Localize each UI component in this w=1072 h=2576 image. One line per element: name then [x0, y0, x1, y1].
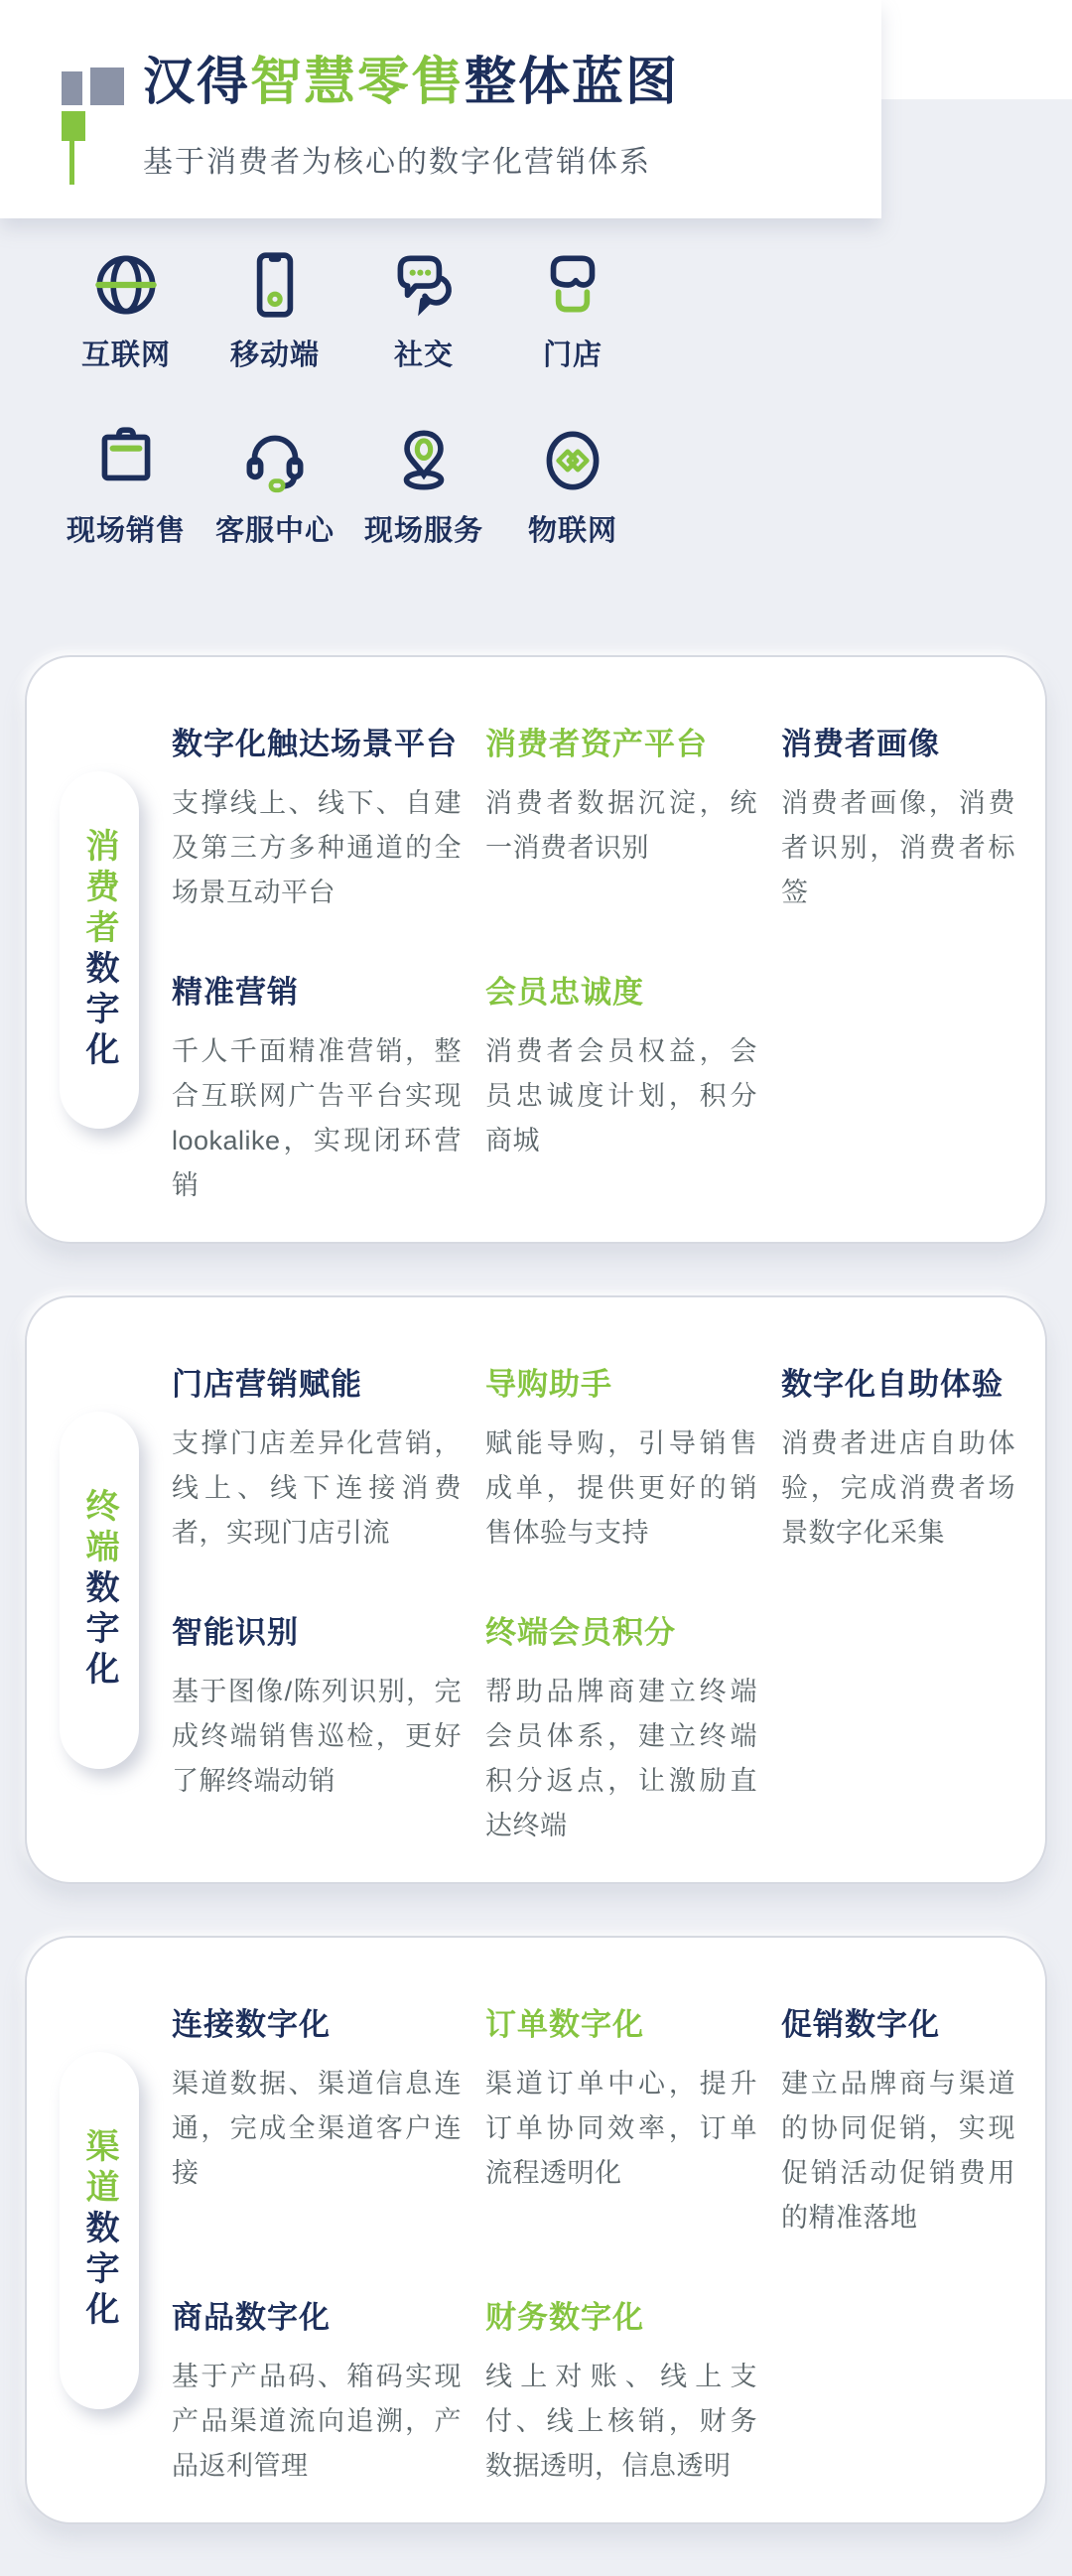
channel-service-center [201, 422, 349, 598]
item-description: 消费者进店自助体验，完成消费者场景数字化采集 [781, 1428, 1015, 1548]
item-title: 门店营销赋能 [172, 1367, 362, 1402]
list-item [485, 719, 757, 915]
item-title: 数字化触达场景平台 [172, 727, 458, 761]
item-title: 智能识别 [172, 1615, 299, 1650]
card-gutter [27, 1938, 172, 2522]
item-title: 精准营销 [172, 975, 299, 1010]
logo-square-gray-small [62, 71, 82, 105]
channel-store [498, 246, 647, 422]
item-title: 消费者画像 [781, 727, 940, 761]
headset-icon [236, 422, 314, 499]
list-item [172, 1359, 462, 1556]
iot-icon [534, 422, 611, 499]
location-icon [385, 422, 463, 499]
page-title: 汉得智慧零售整体蓝图 [143, 54, 680, 111]
card-channel-digitalization [25, 1936, 1047, 2524]
item-description: 帮助品牌商建立终端会员体系，建立终端积分返点，让激励直达终端 [485, 1677, 757, 1840]
list-item [485, 2292, 757, 2489]
list-item [172, 1607, 462, 1848]
item-title: 数字化自助体验 [781, 1367, 1004, 1402]
list-item [485, 1999, 757, 2240]
store-icon [534, 246, 611, 324]
channel-icon-grid [52, 246, 647, 598]
item-title: 订单数字化 [485, 2007, 644, 2042]
list-item [781, 719, 1015, 915]
section-pill-label: 消费者数字化 [80, 827, 118, 1072]
list-item [172, 1999, 462, 2240]
list-item [172, 2292, 462, 2489]
channel-label: 现场销售 [66, 515, 186, 547]
card-items [172, 1297, 1045, 1882]
item-title: 会员忠诚度 [485, 975, 644, 1010]
item-title: 促销数字化 [781, 2007, 940, 2042]
channel-mobile [201, 246, 349, 422]
item-description: 支撑线上、线下、自建及第三方多种通道的全场景互动平台 [172, 788, 462, 907]
channel-label: 互联网 [80, 339, 171, 371]
item-description: 渠道订单中心，提升订单协同效率，订单流程透明化 [485, 2069, 757, 2188]
item-description: 消费者画像，消费者识别，消费者标签 [781, 788, 1015, 907]
card-terminal-digitalization [25, 1295, 1047, 1884]
section-pill [60, 1412, 139, 1769]
channel-label: 现场服务 [363, 515, 483, 547]
briefcase-icon [87, 422, 165, 499]
list-item [172, 967, 462, 1208]
list-item [485, 1607, 757, 1848]
item-description: 基于图像/陈列识别，完成终端销售巡检，更好了解终端动销 [172, 1677, 462, 1796]
section-cards [25, 655, 1047, 2576]
item-description: 支撑门店差异化营销，线上、线下连接消费者，实现门店引流 [172, 1428, 462, 1548]
item-description: 赋能导购，引导销售成单，提供更好的销售体验与支持 [485, 1428, 757, 1548]
card-gutter [27, 657, 172, 1242]
list-item [172, 719, 462, 915]
logo-square-gray-big [90, 68, 124, 105]
channel-label: 客服中心 [214, 515, 335, 547]
section-pill [60, 771, 139, 1129]
item-description: 渠道数据、渠道信息连通，完成全渠道客户连接 [172, 2069, 462, 2188]
channel-label: 门店 [542, 339, 603, 371]
list-item [781, 1999, 1015, 2240]
section-pill-label: 渠道数字化 [80, 2128, 118, 2332]
channel-field-service [349, 422, 498, 598]
item-description: 建立品牌商与渠道的协同促销，实现促销活动促销费用的精准落地 [781, 2069, 1015, 2233]
item-description: 线上对账、线上支付、线上核销，财务数据透明，信息透明 [485, 2362, 757, 2481]
item-description: 消费者会员权益，会员忠诚度计划，积分商城 [485, 1036, 757, 1155]
item-title: 商品数字化 [172, 2300, 331, 2335]
card-items [172, 657, 1045, 1242]
section-pill [60, 2052, 139, 2409]
channel-social [349, 246, 498, 422]
globe-icon [87, 246, 165, 324]
list-item [781, 1359, 1015, 1556]
item-title: 消费者资产平台 [485, 727, 708, 761]
item-description: 基于产品码、箱码实现产品渠道流向追溯，产品返利管理 [172, 2362, 462, 2481]
mobile-icon [236, 246, 314, 324]
subtitle-accent-bar [69, 123, 74, 185]
channel-field-sales [52, 422, 201, 598]
section-pill-label: 终端数字化 [80, 1488, 118, 1692]
item-title: 财务数字化 [485, 2300, 644, 2335]
card-items [172, 1938, 1045, 2522]
page-subtitle: 基于消费者为核心的数字化营销体系 [143, 146, 651, 179]
item-title: 终端会员积分 [485, 1615, 676, 1650]
header [0, 0, 881, 218]
card-consumer-digitalization [25, 655, 1047, 1244]
channel-internet [52, 246, 201, 422]
card-gutter [27, 1297, 172, 1882]
channel-iot [498, 422, 647, 598]
item-description: 消费者数据沉淀，统一消费者识别 [485, 788, 757, 863]
chat-icon [385, 246, 463, 324]
channel-label: 社交 [393, 339, 454, 371]
list-item [485, 1359, 757, 1556]
channel-label: 物联网 [527, 515, 617, 547]
channel-label: 移动端 [229, 339, 320, 371]
item-description: 千人千面精准营销，整合互联网广告平台实现lookalike，实现闭环营销 [172, 1036, 462, 1200]
item-title: 连接数字化 [172, 2007, 331, 2042]
item-title: 导购助手 [485, 1367, 612, 1402]
list-item [485, 967, 757, 1208]
